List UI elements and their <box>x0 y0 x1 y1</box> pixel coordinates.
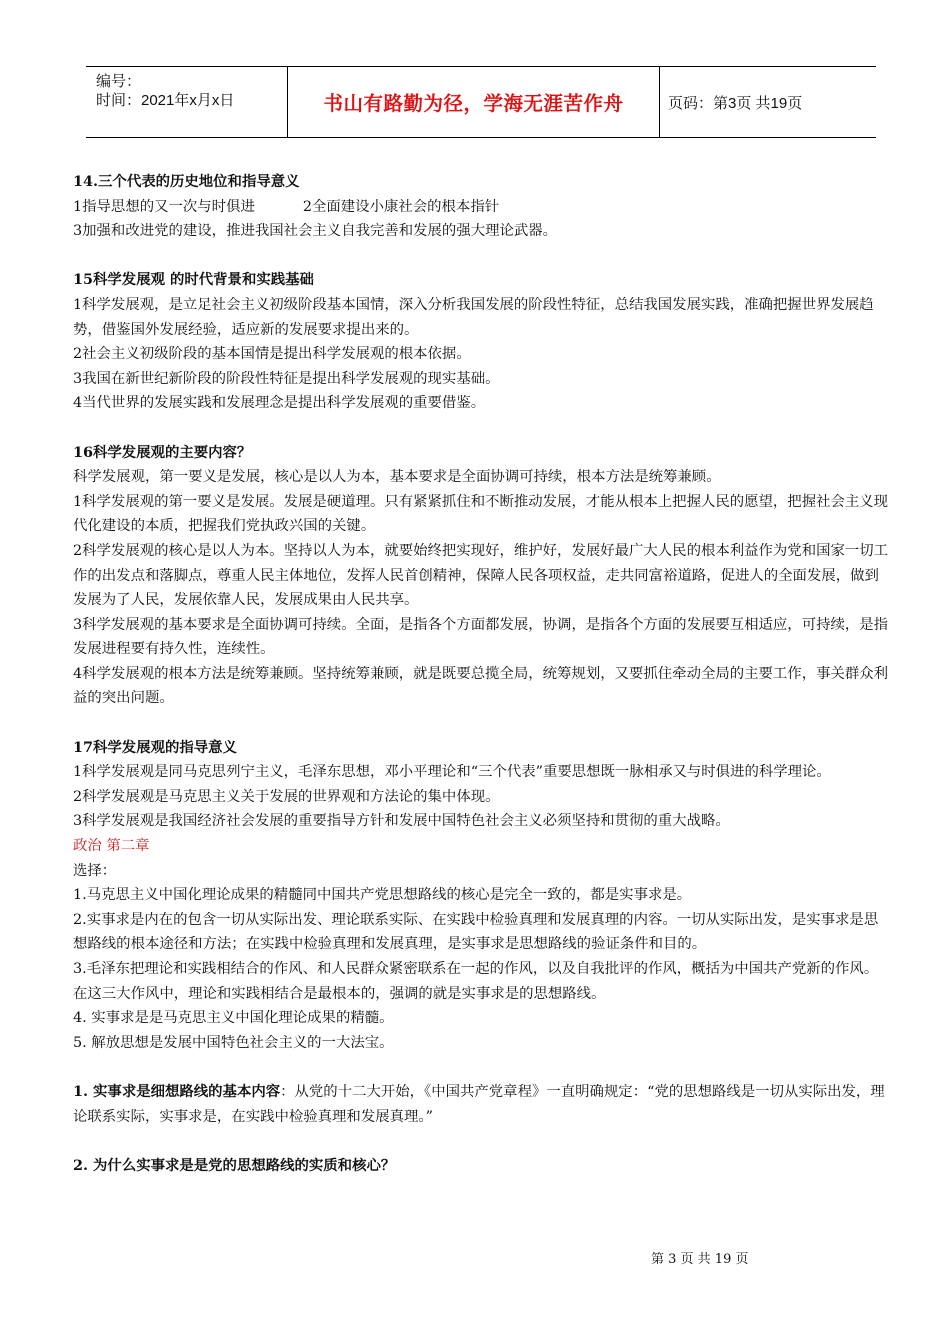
section-16-para-3: 3科学发展观的基本要求是全面协调可持续。全面，是指各个方面都发展，协调，是指各个方面的发展要互相适应，可持续，是指发展进程要有持久性，连续性。 <box>73 616 889 658</box>
section-14-item-3: 3加强和改进党的建设，推进我国社会主义自我完善和发展的强大理论武器。 <box>73 223 558 240</box>
section-15-para-4: 4当代世界的发展实践和发展理念是提出科学发展观的重要借鉴。 <box>73 395 486 412</box>
section-17-para-3: 3科学发展观是我国经济社会发展的重要指导方针和发展中国特色社会主义必须坚持和贯彻的重大战略。 <box>73 813 730 830</box>
choice-label: 选择： <box>73 862 117 879</box>
question-1-title: 1. 实事求是细想路线的基本内容 <box>73 1082 281 1100</box>
section-17-para-1: 1科学发展观是同马克思列宁主义，毛泽东思想，邓小平理论和“三个代表”重要思想既一脉相承又与时俱进的科学理论。 <box>73 764 831 781</box>
section-16-para-4: 4科学发展观的根本方法是统筹兼顾。坚持统筹兼顾，就是既要总揽全局，统筹规划，又要抓住牵动全局的主要工作，事关群众利益的突出问题。 <box>73 665 889 707</box>
section-16-para-2: 2科学发展观的核心是以人为本。坚持以人为本，就要始终把实现好，维护好，发展好最广大人民的根本利益作为党和国家一切工作的出发点和落脚点，尊重人民主体地位，发挥人民首创精神，保障人民各项权益，走共同富裕道路，促进人的全面发展，做到发展为了人民，发展依靠人民，发展成果由人民共享。 <box>73 542 889 609</box>
section-15-para-1: 1科学发展观，是立足社会主义初级阶段基本国情，深入分析我国发展的阶段性特征，总结我国发展实践，准确把握世界发展趋势，借鉴国外发展经验，适应新的发展要求提出来的。 <box>73 296 874 338</box>
page-header <box>86 66 876 138</box>
section-14-item-1: 1指导思想的又一次与时俱进 <box>73 198 255 215</box>
section-14-line-1 <box>73 195 891 220</box>
choice-item-3: 3.毛泽东把理论和实践相结合的作风、和人民群众紧密联系在一起的作风，以及自我批评的作风，概括为中国共产党新的作风。在这三大作风中，理论和实践相结合是最根本的，强调的就是实事求是的思想路线。 <box>73 961 879 1002</box>
section-17-title: 17科学发展观的指导意义 <box>73 738 237 756</box>
chapter-2-heading: 政治 第二章 <box>73 838 150 855</box>
page-footer: 第 3 页 共 19 页 <box>651 1252 749 1267</box>
question-2: 2. 为什么实事求是是党的思想路线的实质和核心？ <box>73 1156 396 1174</box>
number-label: 编号： <box>96 73 142 90</box>
section-16-para-1: 1科学发展观的第一要义是发展。发展是硬道理。只有紧紧抓住和不断推动发展，才能从根本上把握人民的愿望，把握社会主义现代化建设的本质，把握我们党执政兴国的关键。 <box>73 493 889 535</box>
question-1 <box>73 1080 891 1129</box>
section-16-intro: 科学发展观，第一要义是发展，核心是以人为本，基本要求是全面协调可持续，根本方法是统筹兼顾。 <box>73 469 721 486</box>
header-page-label: 页码：第3页 共19页 <box>668 94 803 112</box>
section-15-para-3: 3我国在新世纪新阶段的阶段性特征是提出科学发展观的现实基础。 <box>73 370 500 387</box>
choice-item-5: 5. 解放思想是发展中国特色社会主义的一大法宝。 <box>73 1034 394 1051</box>
header-motto: 书山有路勤为径，学海无涯苦作舟 <box>288 67 660 137</box>
section-14-item-2: 2全面建设小康社会的根本指针 <box>302 198 500 215</box>
section-15-title: 15科学发展观 的时代背景和实践基础 <box>73 271 314 289</box>
section-16-title: 16科学发展观的主要内容？ <box>73 443 252 461</box>
time-label: 时间：2021年x月x日 <box>96 92 235 109</box>
choice-item-1: 1.马克思主义中国化理论成果的精髓同中国共产党思想路线的核心是完全一致的，都是实事求是。 <box>73 887 692 904</box>
choice-item-2: 2.实事求是内在的包含一切从实际出发、理论联系实际、在实践中检验真理和发展真理的内容。一切从实际出发，是实事求是思想路线的根本途径和方法；在实践中检验真理和发展真理，是实事求是思想路线的验证条件和目的。 <box>73 911 879 953</box>
section-14-title: 14.三个代表的历史地位和指导意义 <box>73 173 300 190</box>
section-17-para-2: 2科学发展观是马克思主义关于发展的世界观和方法论的集中体现。 <box>73 788 500 805</box>
section-15-para-2: 2社会主义初级阶段的基本国情是提出科学发展观的根本依据。 <box>73 346 471 363</box>
choice-item-4: 4. 实事求是是马克思主义中国化理论成果的精髓。 <box>73 1010 394 1027</box>
header-meta <box>86 67 288 137</box>
question-1-answer: ：从党的十二大开始，《中国共产党章程》一直明确规定：“党的思想路线是一切从实际出发，理论联系实际，实事求是，在实践中检验真理和发展真理。” <box>73 1083 885 1125</box>
document-body <box>73 170 891 1178</box>
